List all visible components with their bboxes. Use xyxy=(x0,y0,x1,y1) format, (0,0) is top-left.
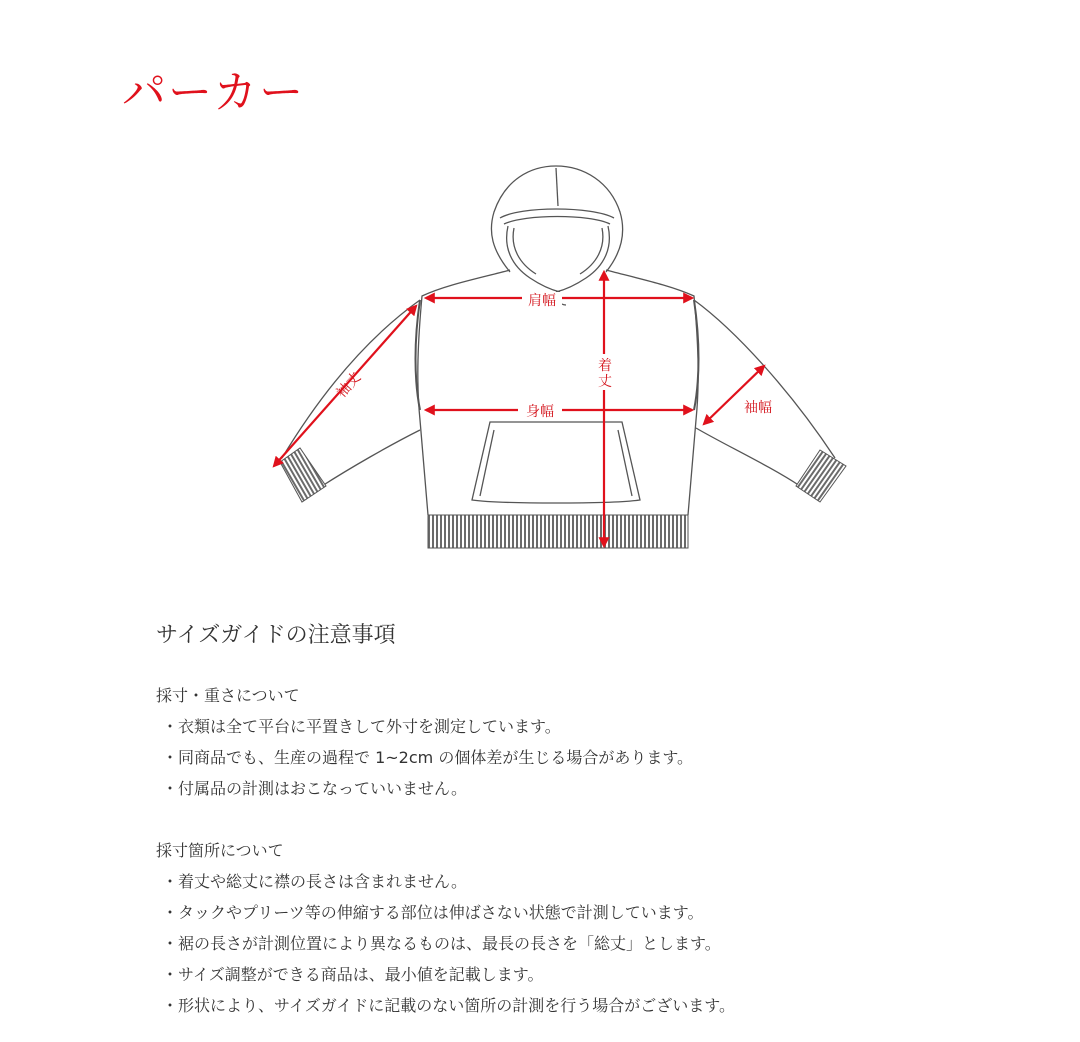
list-item: ・形状により、サイズガイドに記載のない箇所の計測を行う場合がございます。 xyxy=(162,996,735,1015)
list-item: ・着丈や総丈に襟の長さは含まれません。 xyxy=(162,872,467,891)
label-length: 着丈 xyxy=(598,358,612,390)
hoodie-diagram xyxy=(255,160,865,560)
list-item: ・同商品でも、生産の過程で 1~2cm の個体差が生じる場合があります。 xyxy=(162,748,694,767)
list-item: ・衣類は全て平台に平置きして外寸を測定しています。 xyxy=(162,717,561,736)
list-item: ・サイズ調整ができる商品は、最小値を記載します。 xyxy=(162,965,544,984)
section-measurement-points xyxy=(156,841,735,1027)
notes-heading: サイズガイドの注意事項 xyxy=(156,623,396,648)
right-cuff-rib xyxy=(796,450,846,502)
section-measurement-weight xyxy=(156,686,693,810)
body-outline xyxy=(282,270,835,515)
section-heading: 採寸・重さについて xyxy=(156,686,300,705)
label-sleeve-width: 袖幅 xyxy=(744,400,772,416)
list-item: ・付属品の計測はおこなっていいません。 xyxy=(162,779,467,798)
section-heading: 採寸箇所について xyxy=(156,841,284,860)
page-title: パーカー xyxy=(122,67,306,118)
label-body-width: 身幅 xyxy=(526,404,554,420)
label-shoulder-width: 肩幅 xyxy=(528,293,556,309)
list-item: ・タックやプリーツ等の伸縮する部位は伸ばさない状態で計測しています。 xyxy=(162,903,704,922)
hem-rib xyxy=(428,515,688,548)
list-item: ・裾の長さが計測位置により異なるものは、最長の長さを「総丈」とします。 xyxy=(162,934,721,953)
label-sleeve-length: 袖丈 xyxy=(333,369,365,402)
left-cuff-rib xyxy=(280,448,326,502)
